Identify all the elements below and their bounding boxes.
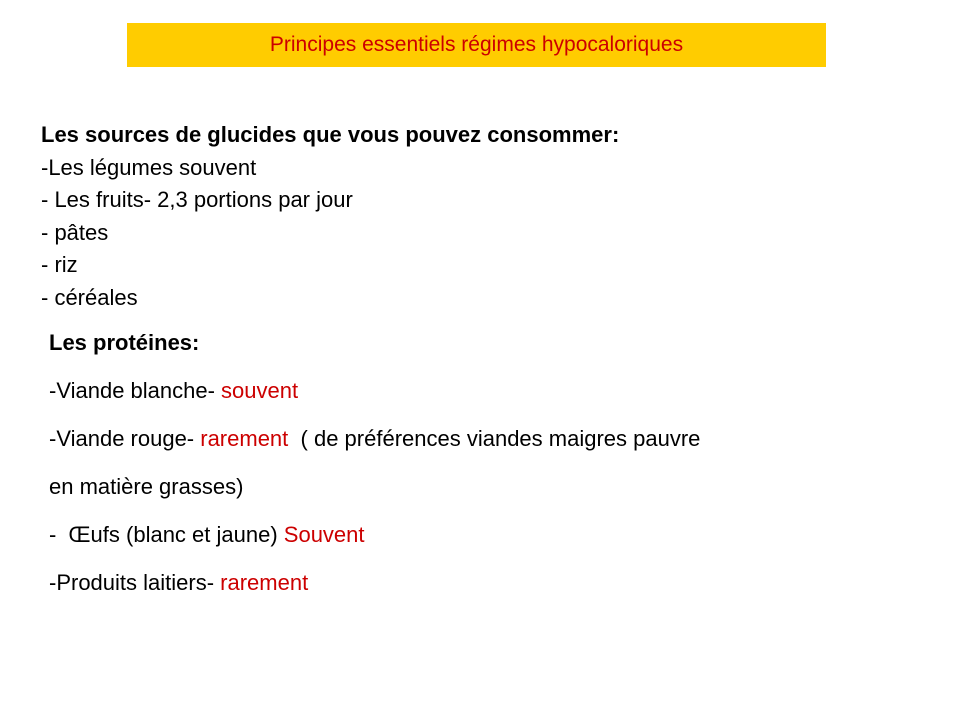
proteines-line [49,559,700,607]
proteines-line [49,511,700,559]
proteines-line-highlight: souvent [221,378,299,403]
proteines-line [49,463,700,511]
glucides-item: - céréales [41,284,138,310]
proteines-heading: Les protéines: [49,330,200,355]
proteines-line-text: -Produits laitiers- [49,570,221,595]
proteines-line-highlight: Souvent [283,522,365,547]
proteines-line-highlight: rarement [220,570,309,595]
glucides-heading: Les sources de glucides que vous pouvez consommer: [41,122,620,147]
proteines-line [49,415,700,463]
glucides-item: - Les fruits- 2,3 portions par jour [41,187,353,212]
proteines-line-text: -Viande blanche- [49,378,222,403]
glucides-item: -Les légumes souvent [41,154,257,180]
glucides-section [41,119,619,314]
proteines-line-text: - Œufs (blanc et jaune) [49,522,284,547]
glucides-item: - riz [41,252,78,277]
proteines-line-highlight: rarement [200,426,289,451]
title-banner [127,23,826,67]
proteines-section [49,319,700,607]
slide-title: Principes essentiels régimes hypocaloriques [269,33,684,56]
proteines-line-suffix: ( de préférences viandes maigres pauvre [288,426,701,451]
glucides-item: - pâtes [41,219,109,245]
proteines-line-text: en matière grasses) [49,474,244,499]
proteines-line-text: -Viande rouge- [49,426,201,451]
proteines-line [49,367,700,415]
